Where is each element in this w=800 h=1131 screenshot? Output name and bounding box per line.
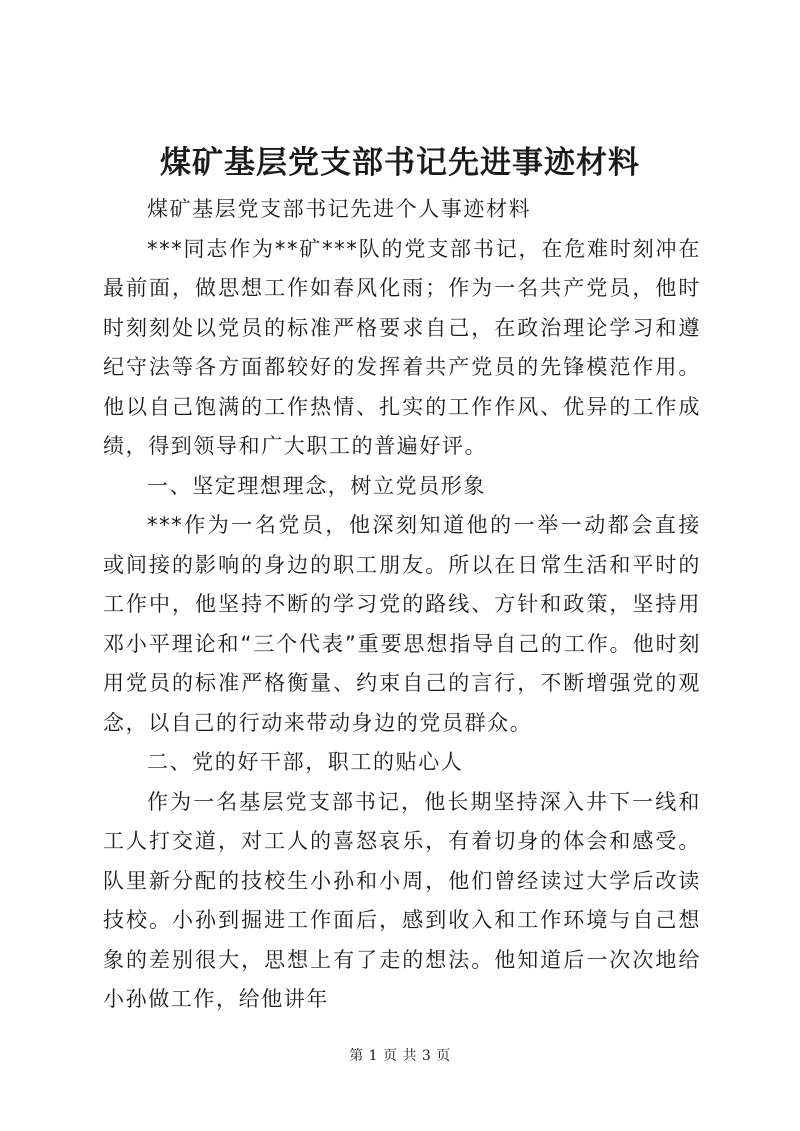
page-footer: 第 1 页 共 3 页 xyxy=(349,1048,451,1064)
section-1-paragraph: ***作为一名党员，他深刻知道他的一举一动都会直接或间接的影响的身边的职工朋友。所以在日常生活和平时的工作中，他坚持不断的学习党的路线、方针和政策，坚持用邓小平理论和“三个代表”重要思想指导自己的工作。他时刻用党员的标准严格衡量、约束自己的言行，不断增强党的观念，以自己的行动来带动身边的党员群众。 xyxy=(103,513,701,735)
document-title: 煤矿基层党支部书记先进事迹材料 xyxy=(160,145,640,181)
subtitle-paragraph: 煤矿基层党支部书记先进个人事迹材料 xyxy=(147,197,532,221)
intro-paragraph: ***同志作为**矿***队的党支部书记，在危难时刻冲在最前面，做思想工作如春风化雨；作为一名共产党员，他时时刻刻处以党员的标准严格要求自己，在政治理论学习和遵纪守法等各方面都较好的发挥着共产党员的先锋模范作用。他以自己饱满的工作热情、扎实的工作作风、优异的工作成绩，得到领导和广大职工的普遍好评。 xyxy=(103,236,701,458)
section-heading-2: 二、党的好干部，职工的贴心人 xyxy=(147,750,464,774)
section-heading-1: 一、坚定理想理念，树立党员形象 xyxy=(147,473,486,498)
section-2-paragraph: 作为一名基层党支部书记，他长期坚持深入井下一线和工人打交道，对工人的喜怒哀乐，有着切身的体会和感受。队里新分配的技校生小孙和小周，他们曾经读过大学后改读技校。小孙到掘进工作面后，感到收入和工作环境与自己想象的差别很大，思想上有了走的想法。他知道后一次次地给小孙做工作，给他讲年 xyxy=(103,789,701,1011)
document-body xyxy=(103,190,701,1020)
